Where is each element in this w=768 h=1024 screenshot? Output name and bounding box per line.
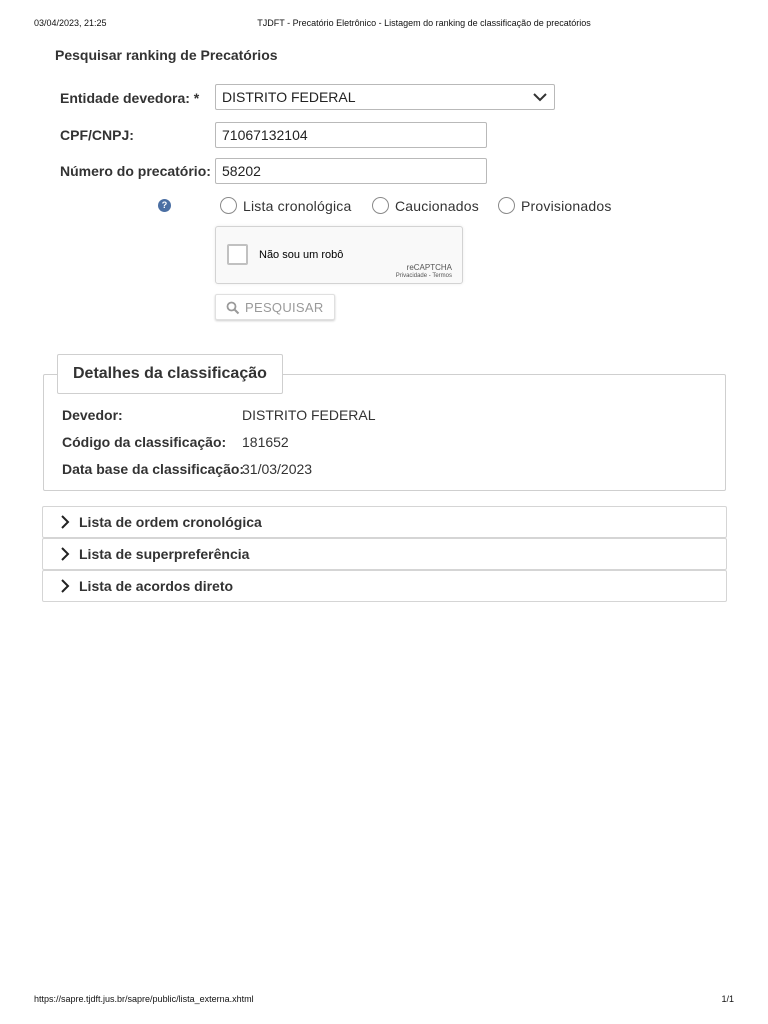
numero-precatorio-input[interactable]	[215, 158, 487, 184]
radio-label: Caucionados	[395, 198, 479, 214]
entidade-devedora-label: Entidade devedora: *	[60, 90, 200, 106]
cpf-cnpj-input[interactable]	[215, 122, 487, 148]
page-title: Pesquisar ranking de Precatórios	[55, 47, 278, 63]
data-base-value: 31/03/2023	[242, 461, 313, 477]
print-header	[34, 18, 734, 32]
chevron-down-icon	[532, 90, 548, 104]
accordion-label: Lista de ordem cronológica	[79, 514, 262, 530]
print-url: https://sapre.tjdft.jus.br/sapre/public/lista_externa.xhtml	[34, 994, 254, 1004]
radio-circle[interactable]	[220, 197, 237, 214]
entidade-devedora-select[interactable]	[215, 84, 555, 110]
chevron-right-icon	[59, 515, 71, 529]
print-page-number: 1/1	[721, 994, 734, 1004]
numero-precatorio-value: 58202	[222, 163, 261, 179]
chevron-right-icon	[59, 547, 71, 561]
accordion-label: Lista de superpreferência	[79, 546, 250, 562]
accordion-superpreferencia[interactable]	[42, 538, 727, 570]
recaptcha-brand: reCAPTCHA	[406, 263, 452, 272]
details-legend: Detalhes da classificação	[57, 354, 283, 394]
pesquisar-label: PESQUISAR	[245, 300, 324, 315]
data-base-label: Data base da classificação:	[62, 461, 245, 477]
recaptcha-label: Não sou um robô	[259, 249, 344, 261]
radio-label: Lista cronológica	[243, 198, 352, 214]
recaptcha-checkbox[interactable]	[227, 244, 248, 265]
devedor-value: DISTRITO FEDERAL	[242, 407, 376, 423]
pesquisar-button[interactable]	[215, 294, 335, 320]
cpf-cnpj-value: 71067132104	[222, 127, 308, 143]
radio-label: Provisionados	[521, 198, 612, 214]
devedor-label: Devedor:	[62, 407, 123, 423]
recaptcha-widget	[215, 226, 463, 284]
codigo-classificacao-label: Código da classificação:	[62, 434, 227, 450]
recaptcha-links[interactable]: Privacidade - Termos	[395, 273, 452, 279]
accordion-ordem-cronologica[interactable]	[42, 506, 727, 538]
entidade-devedora-value: DISTRITO FEDERAL	[222, 89, 356, 105]
chevron-right-icon	[59, 579, 71, 593]
question-circle-icon[interactable]: ?	[158, 199, 171, 212]
codigo-classificacao-value: 181652	[242, 434, 289, 450]
search-icon	[226, 301, 240, 315]
radio-circle[interactable]	[498, 197, 515, 214]
print-datetime: 03/04/2023, 21:25	[34, 18, 107, 28]
numero-precatorio-label: Número do precatório:	[60, 163, 211, 179]
radio-circle[interactable]	[372, 197, 389, 214]
print-page-title: TJDFT - Precatório Eletrônico - Listagem do ranking de classificação de precatórios	[257, 18, 591, 28]
accordion-label: Lista de acordos direto	[79, 578, 234, 594]
cpf-cnpj-label: CPF/CNPJ:	[60, 127, 134, 143]
accordion-acordos-direto[interactable]	[42, 570, 727, 602]
print-footer	[34, 994, 734, 1008]
